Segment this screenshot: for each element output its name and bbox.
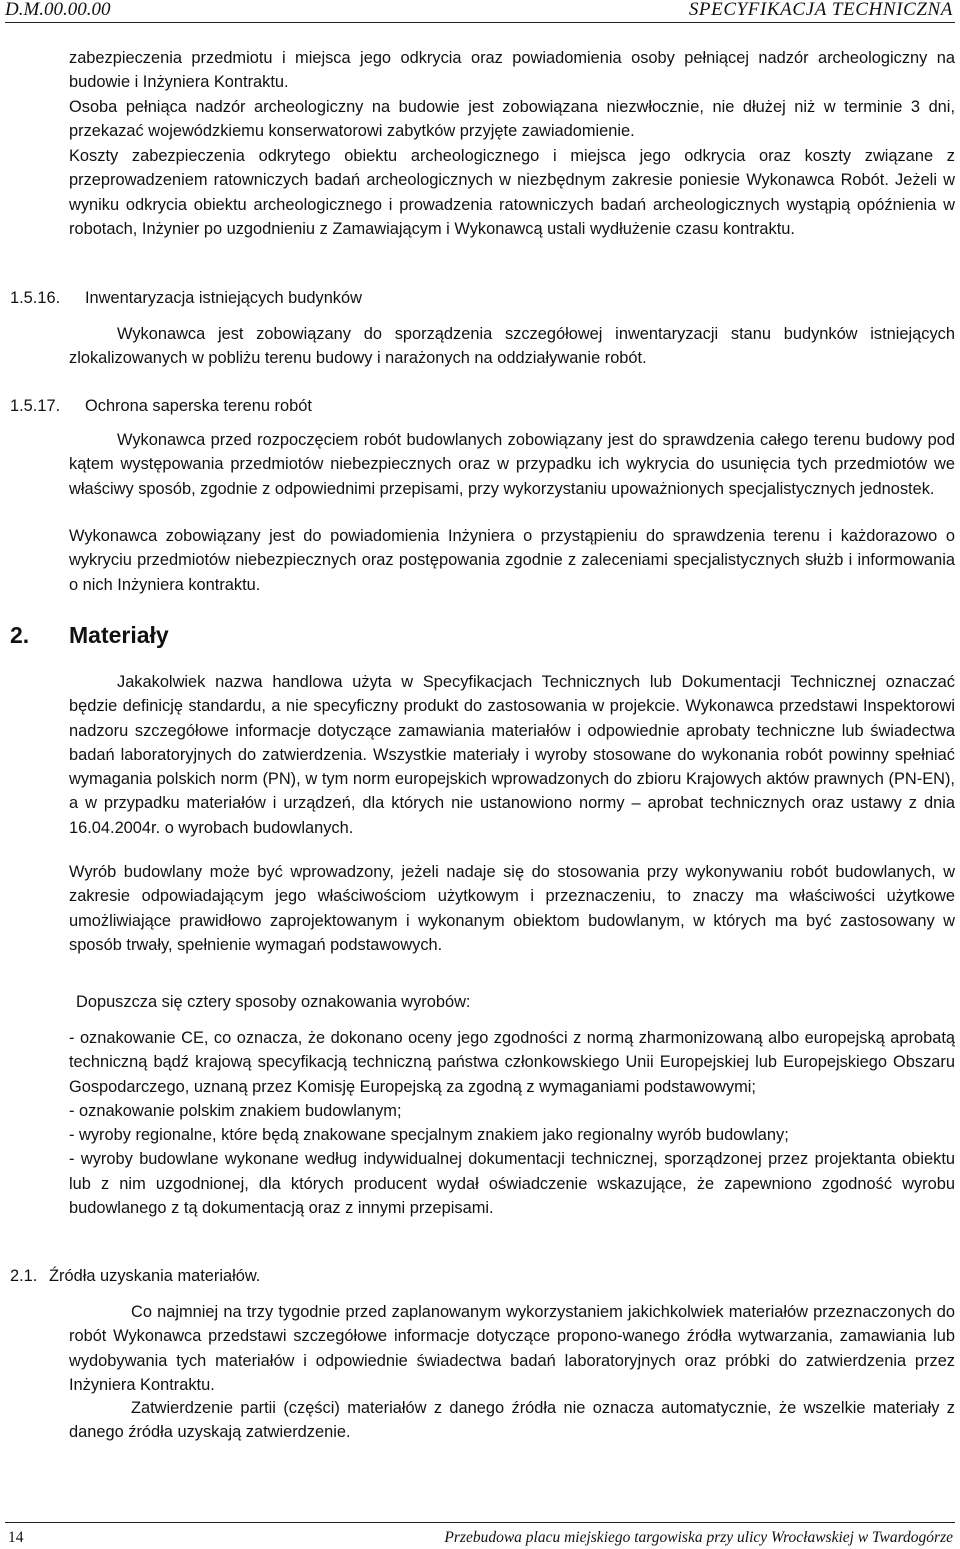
chapter-number: 2. xyxy=(10,622,30,648)
chapter-title: Materiały xyxy=(69,622,169,648)
section-title: Ochrona saperska terenu robót xyxy=(85,397,312,415)
paragraph: Co najmniej na trzy tygodnie przed zaplanowanym wykorzystaniem jakichkolwiek materiałów przeznaczonych do robót Wykonawca przedstawi szczegółowe informacje dotyczące propono-wanego źródła wytwarzania, zamawiania lub wydobywania tych materiałów i odpowiednie świadectwa badań laboratoryjnych oraz próbki do zatwierdzenia przez Inżyniera Kontraktu. xyxy=(69,1303,955,1394)
section-number: 2.1. xyxy=(10,1267,38,1285)
chapter-heading-2 xyxy=(10,620,169,650)
paragraph: zabezpieczenia przedmiotu i miejsca jego odkrycia oraz powiadomienia osoby pełniącej nadzór archeologiczny na budowie i Inżyniera Kontraktu. xyxy=(69,49,955,92)
list-item: - wyroby regionalne, które będą znakowane specjalnym znakiem jako regionalny wyrób budowlany; xyxy=(69,1126,789,1145)
section-heading-2-1 xyxy=(10,1264,260,1288)
paragraph: Koszty zabezpieczenia odkrytego obiektu archeologicznego i miejsca jego odkrycia oraz koszty związane z przeprowadzeniem ratowniczych badań archeologicznych w niezbędnym zakresie poniesie Wykonawca Robót. Jeżeli w wyniku odkrycia obiektu archeologicznego i prowadzenia ratowniczych badań archeologicznych wystąpią opóźnienia w robotach, Inżynier po uzgodnieniu z Zamawiającym i Wykonawcą ustali wydłużenie czasu kontraktu. xyxy=(69,147,955,238)
paragraph: Jakakolwiek nazwa handlowa użyta w Specyfikacjach Technicznych lub Dokumentacji Technicznej oznaczać będzie definicję standardu, a nie specyficzny produkt do zastosowania w projekcie. Wykonawca przedstawi Inspektorowi nadzoru szczegółowe informacje dotyczące zamawiania materiałów i odpowiednie aprobaty techniczne lub świadectwa badań laboratoryjnych do zatwierdzenia. Wszystkie materiały i wyroby stosowane do wykonania robót powinny spełniać wymagania polskich norm (PN), w tym norm europejskich wprowadzonych do zbioru Krajowych aktów prawnych (PN-EN), a w przypadku materiałów i urządzeń, dla których nie ustanowiono normy – aprobat technicznych oraz ustawy z dnia 16.04.2004r. o wyrobach budowlanych. xyxy=(69,673,955,837)
list-item: - oznakowanie polskim znakiem budowlanym; xyxy=(69,1101,402,1120)
section-number: 1.5.17. xyxy=(10,397,61,415)
section-heading-1-5-17 xyxy=(10,394,312,418)
section-title: Inwentaryzacja istniejących budynków xyxy=(85,289,362,307)
paragraph: Wykonawca zobowiązany jest do powiadomienia Inżyniera o przystąpieniu do sprawdzenia terenu i każdorazowo o wykryciu przedmiotów niebezpiecznych oraz postępowania zgodnie z zaleceniami specjalistycznych służb i informowania o nich Inżyniera kontraktu. xyxy=(69,527,955,594)
document-code: D.M.00.00.00 xyxy=(5,0,111,20)
project-name: Przebudowa placu miejskiego targowiska przy ulicy Wrocławskiej w Twardogórze xyxy=(444,1529,953,1546)
section-number: 1.5.16. xyxy=(10,289,61,307)
list-item: - oznakowanie CE, co oznacza, że dokonano oceny jego zgodności z normą zharmonizowaną albo europejską aprobatą techniczną bądź krajową specyfikacją techniczną państwa członkowskiego Unii Europejskiej lub Europejskiego Obszaru Gospodarczego, uznaną przez Komisję Europejską za zgodną z wymaganiami podstawowymi; xyxy=(69,1029,955,1096)
paragraph: Zatwierdzenie partii (części) materiałów z danego źródła nie oznacza automatycznie, że wszelkie materiały z danego źródła uzyskają zatwierdzenie. xyxy=(69,1399,955,1442)
document-title: SPECYFIKACJA TECHNICZNA xyxy=(688,0,953,20)
page-number: 14 xyxy=(8,1529,24,1546)
page-header xyxy=(5,0,955,23)
paragraph: Osoba pełniąca nadzór archeologiczny na budowie jest zobowiązana niezwłocznie, nie dłużej niż w terminie 3 dni, przekazać wojewódzkiemu konserwatorowi zabytków przyjęte zawiadomienie. xyxy=(69,98,955,141)
paragraph: Dopuszcza się cztery sposoby oznakowania wyrobów: xyxy=(76,993,471,1011)
page-footer xyxy=(5,1522,955,1547)
marking-list xyxy=(69,1026,955,1220)
paragraph: Wyrób budowlany może być wprowadzony, jeżeli nadaje się do stosowania przy wykonywaniu robót budowlanych, w zakresie odpowiadającym jego właściwościom użytkowym i przeznaczeniu, to znaczy ma właściwości użytkowe umożliwiające prawidłowo zaprojektowanym i wykonanym obiektom budowlanym, w których ma być zastosowany w sposób trwały, spełnienie wymagań podstawowych. xyxy=(69,863,955,954)
section-heading-1-5-16 xyxy=(10,286,362,310)
section-title: Źródła uzyskania materiałów. xyxy=(49,1267,261,1285)
paragraph: Wykonawca przed rozpoczęciem robót budowlanych zobowiązany jest do sprawdzenia całego terenu budowy pod kątem występowania przedmiotów niebezpiecznych oraz w przypadku ich wykrycia do usunięcia tych przedmiotów we właściwy sposób, zgodnie z odpowiednimi przepisami, przy wykorzystaniu upoważnionych specjalistycznych jednostek. xyxy=(69,431,955,498)
list-item: - wyroby budowlane wykonane według indywidualnej dokumentacji technicznej, sporządzonej przez projektanta obiektu lub z nim uzgodnionej, dla których producent wydał oświadczenie wskazujące, że zapewniono zgodność wyrobu budowlanego z tą dokumentacją oraz z innymi przepisami. xyxy=(69,1150,955,1218)
paragraph: Wykonawca jest zobowiązany do sporządzenia szczegółowej inwentaryzacji stanu budynków istniejących zlokalizowanych w pobliżu terenu budowy i narażonych na oddziaływanie robót. xyxy=(69,325,955,368)
